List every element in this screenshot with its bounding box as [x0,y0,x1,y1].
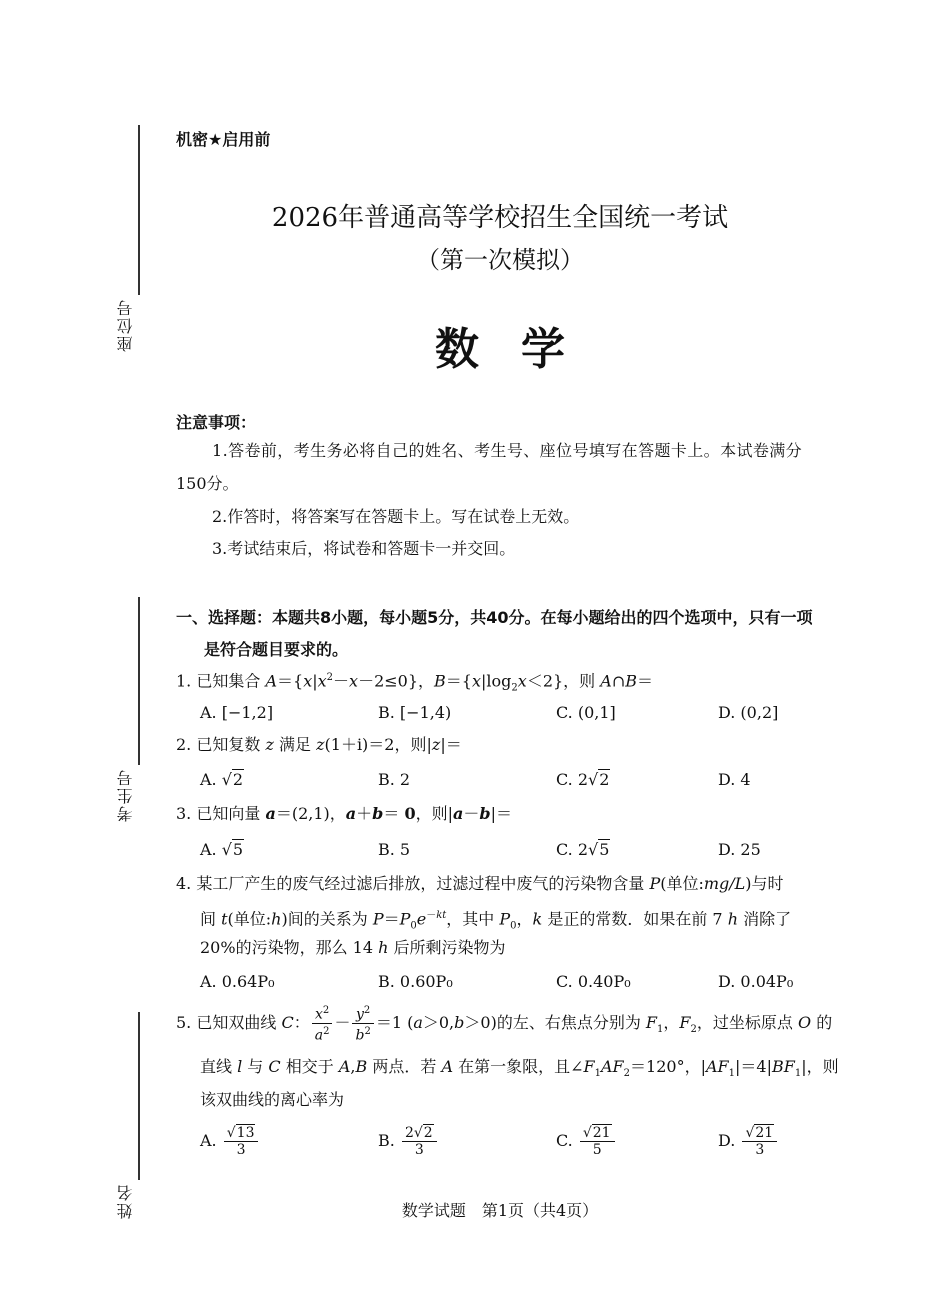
q1-option-b: B. [−1,4) [378,703,452,722]
q1-option-d: D. (0,2] [718,703,779,722]
page-footer: 数学试题 第1页（共4页） [401,1201,599,1220]
confidential-mark: 机密★启用前 [176,130,271,149]
exam-title: 2026年普通高等学校招生全国统一考试 [271,203,729,233]
q2-option-c: C. 2√2 [556,770,610,789]
q4-option-b: B. 0.60P₀ [378,972,453,991]
q4-option-d: D. 0.04P₀ [718,972,794,991]
question-2: 2. 已知复数 z 满足 z(1＋i)＝2，则|z|＝ [176,735,462,754]
q2-option-b: B. 2 [378,770,411,789]
section-heading-line1: 一、选择题：本题共8小题，每小题5分，共40分。在每小题给出的四个选项中，只有一项 [176,608,813,627]
question-1: 1. 已知集合 $A=\{x|x^2-x-2\le 0\}$，$B=\{x|\log_2x<2\}$，则 A∩B＝ [176,671,654,694]
exam-number-label: 考生号 [116,768,135,822]
seat-number-label: 座位号 [116,298,135,352]
subject-title: 数学 [435,324,607,375]
q4-option-a: A. 0.64P₀ [200,972,275,991]
q3-option-a: A. √5 [200,840,244,859]
question-5-line2: 直线 l 与 C 相交于 A,B 两点．若 A 在第一象限，且$\angle F_1AF_2=120^\circ$，$|AF_1|=4|BF_1|$，则 [200,1057,839,1080]
q5-option-b: B. $\frac{2√2}{3}$ [378,1125,439,1158]
note-item-2: 2.作答时，将答案写在答题卡上。写在试卷上无效。 [212,507,580,526]
q5-option-d: D. $\frac{√21}{3}$ [718,1125,779,1158]
question-4-line1: 4. 某工厂产生的废气经过滤后排放，过滤过程中废气的污染物含量 P(单位:mg/L)与时 [176,874,784,893]
q3-option-c: C. 2√5 [556,840,610,859]
note-item-3: 3.考试结束后，将试卷和答题卡一并交回。 [212,539,516,558]
note-item-1: 1.答卷前，考生务必将自己的姓名、考生号、座位号填写在答题卡上。本试卷满分 [212,441,803,460]
q3-option-b: B. 5 [378,840,411,859]
question-5-line1: 5. 已知双曲线 C： $\frac{x^2}{a^2}$ － $\frac{y^2}{b^2}$ ＝1 (a＞0,b＞0)的左、右焦点分别为 $F_1$，$F_2$，过坐标原点 O 的 [176,1005,833,1044]
question-5-line3: 该双曲线的离心率为 [200,1090,345,1109]
q1-option-c: C. (0,1] [556,703,616,722]
binding-line-bottom [138,1012,140,1180]
binding-line-middle [138,597,140,765]
q2-option-d: D. 4 [718,770,751,789]
note-item-1-cont: 150分。 [176,474,239,493]
question-4-line2: 间 t(单位:h)间的关系为 $P=P_0e^{-kt}$，其中 $P_0$，k 是正的常数．如果在前 7 h 消除了 [200,909,792,932]
question-3: 3. 已知向量 a＝(2,1)，a＋b＝ 0，则|a－b|＝ [176,804,512,823]
question-4-line3: 20%的污染物，那么 14 h 后所剩污染物为 [200,938,506,957]
notes-heading: 注意事项： [176,413,257,432]
exam-subtitle: （第一次模拟） [416,246,584,274]
q3-option-d: D. 25 [718,840,761,859]
q5-option-a: A. $\frac{√13}{3}$ [200,1125,260,1158]
section-heading-line2: 是符合题目要求的。 [204,640,349,659]
name-label: 姓名 [116,1183,135,1219]
q2-option-a: A. √2 [200,770,244,789]
q5-option-c: C. $\frac{√21}{5}$ [556,1125,617,1158]
q1-option-a: A. [−1,2] [200,703,274,722]
q4-option-c: C. 0.40P₀ [556,972,631,991]
